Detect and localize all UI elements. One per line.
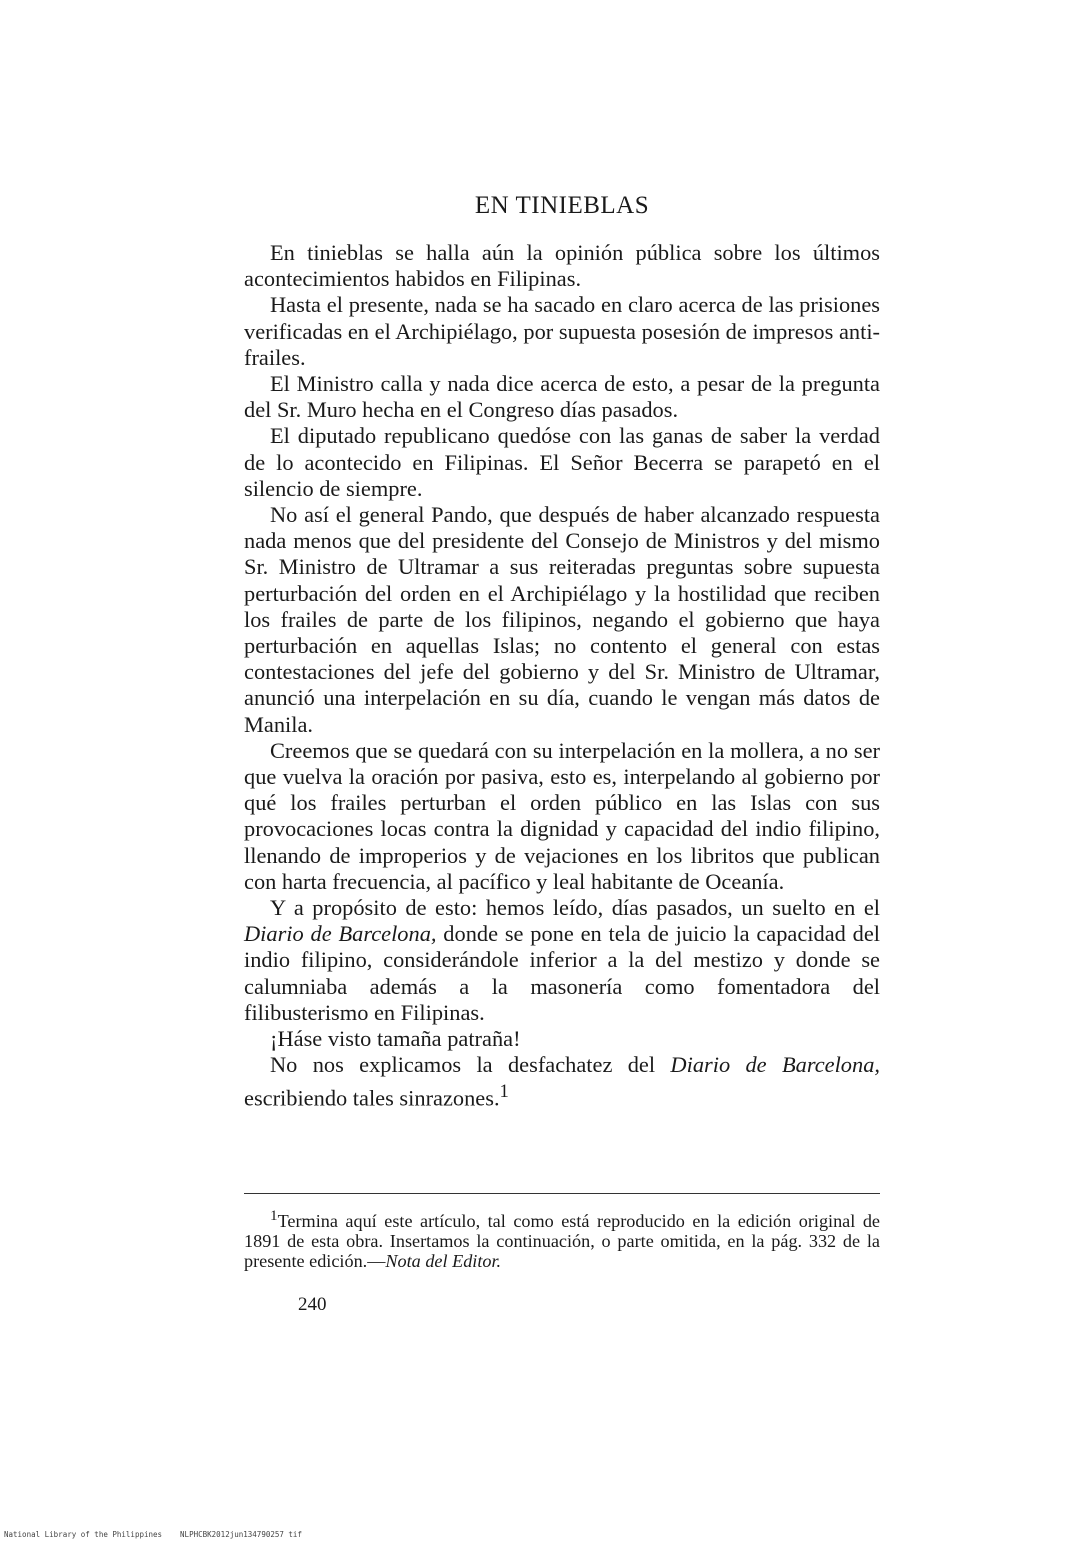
paragraph-2: Hasta el presente, nada se ha sacado en claro acerca de las prisiones verificadas en el Archipiélago, por supuesta posesión de impresos anti-frailes.	[244, 292, 880, 370]
footnote-reference: 1	[499, 1080, 509, 1102]
footnote-divider	[244, 1193, 880, 1194]
scan-file-id: NLPHCBK2012jun134790257 tif	[180, 1530, 302, 1539]
paragraph-9-text-b: escribiendo tales sinrazones.	[244, 1084, 500, 1110]
paragraph-7-text-b: donde se pone en tela de juicio la capacidad del indio filipino, considerándole inferior a la del mestizo y donde se calumniaba además a la masonería como fomentadora del filibusterismo en Filipinas.	[244, 921, 880, 1025]
paragraph-1: En tinieblas se halla aún la opinión pública sobre los últimos acontecimientos habidos en Filipinas.	[244, 240, 880, 292]
newspaper-name: Diario de Barcelona,	[670, 1052, 880, 1078]
footnote-mark: 1	[270, 1207, 278, 1224]
scan-source: National Library of the Philippines	[4, 1530, 163, 1539]
paragraph-8: ¡Háse visto tamaña patraña!	[270, 1026, 521, 1052]
paragraph-4: El diputado republicano quedóse con las ganas de saber la verdad de lo acontecido en Filipinas. El Señor Becerra se parapetó en el silencio de siempre.	[244, 423, 880, 501]
article-body	[244, 240, 880, 1111]
footnote	[244, 1206, 880, 1271]
footnote-body: Termina aquí este artículo, tal como está reproducido en la edición original de 1891 de esta obra. Insertamos la continuación, o parte omitida, en la pág. 332 de la presente edición.—	[244, 1211, 880, 1272]
page-number: 240	[298, 1294, 327, 1315]
newspaper-name: Diario de Barcelona,	[244, 921, 437, 947]
paragraph-3: El Ministro calla y nada dice acerca de esto, a pesar de la pregunta del Sr. Muro hecha en el Congreso días pasados.	[244, 371, 880, 423]
editor-note: Nota del Editor.	[385, 1251, 502, 1272]
paragraph-7-text-a: Y a propósito de esto: hemos leído, días pasados, un suelto en el	[270, 895, 880, 921]
scan-footer	[4, 1530, 302, 1539]
footnote-text	[244, 1206, 880, 1271]
paragraph-9	[244, 1052, 880, 1111]
paragraph-6: Creemos que se quedará con su interpelación en la mollera, a no ser que vuelva la oración por pasiva, esto es, interpelando al gobierno por qué los frailes perturban el orden público en las Islas con sus provocaciones locas contra la dignidad y capacidad del indio filipino, llenando de improperios y de vejaciones en los libritos que publican con harta frecuencia, al pacífico y leal habitante de Oceanía.	[244, 737, 880, 894]
paragraph-5: No así el general Pando, que después de haber alcanzado respuesta nada menos que del presidente del Consejo de Ministros y del mismo Sr. Ministro de Ultramar a sus reiteradas preguntas sobre supuesta perturbación del orden en el Archipiélago y la hostilidad que reciben los frailes de parte de los filipinos, negando el gobierno que haya perturbación en aquellas Islas; no contento el general con estas contestaciones del jefe del gobierno y del Sr. Ministro de Ultramar, anunció una interpelación en su día, cuando le vengan más datos de Manila.	[244, 502, 880, 737]
paragraph-7	[244, 895, 880, 1026]
paragraph-9-text-a: No nos explicamos la desfachatez del	[270, 1052, 671, 1078]
page-title: EN TINIEBLAS	[474, 192, 650, 219]
